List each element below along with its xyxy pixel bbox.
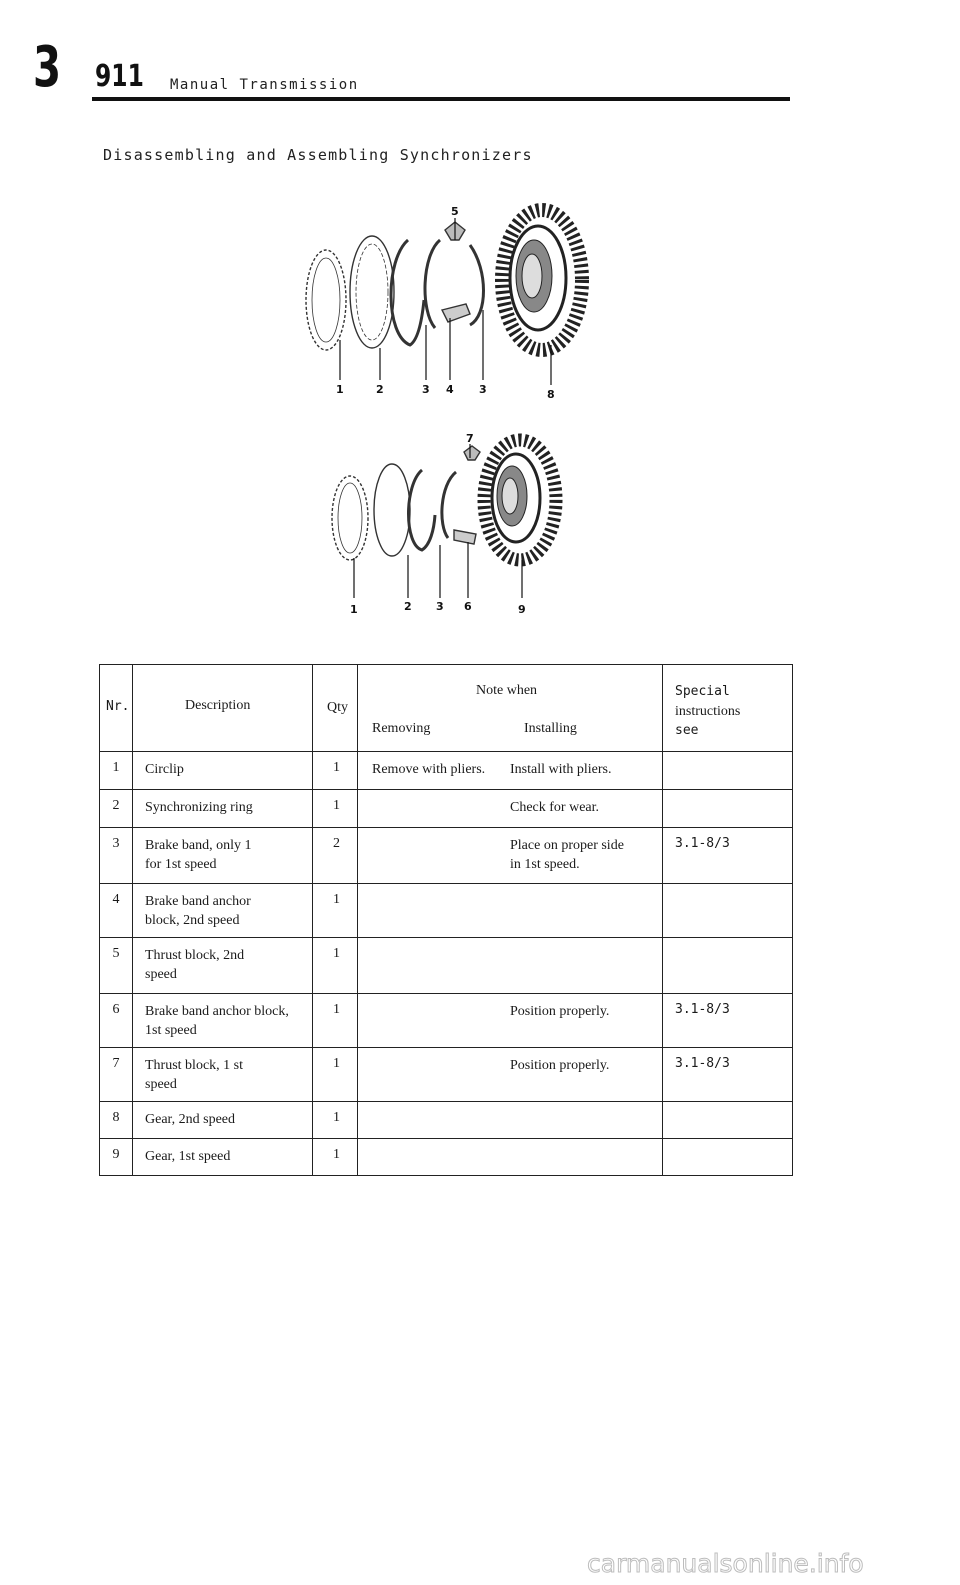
cell-nr: 6 bbox=[100, 994, 133, 1048]
cell-qty: 1 bbox=[313, 790, 358, 828]
synchronizer-2nd-speed-illustration bbox=[290, 200, 610, 410]
cell-qty: 1 bbox=[313, 752, 358, 790]
parts-table bbox=[99, 664, 793, 1176]
callout-3b: 3 bbox=[479, 383, 487, 396]
cell-special bbox=[663, 1139, 793, 1176]
callout-4: 4 bbox=[446, 383, 454, 396]
table-header-row bbox=[100, 665, 793, 752]
cell-note bbox=[358, 1139, 663, 1176]
section-title: Manual Transmission bbox=[170, 77, 359, 93]
cell-special bbox=[663, 790, 793, 828]
cell-special bbox=[663, 938, 793, 994]
cell-note: Position properly. bbox=[358, 994, 663, 1048]
cell-description: Circlip bbox=[133, 752, 313, 790]
callout-1: 1 bbox=[336, 383, 344, 396]
cell-special: 3.1-8/3 bbox=[663, 1048, 793, 1102]
table-row-7 bbox=[100, 1048, 793, 1102]
table-row-8 bbox=[100, 1102, 793, 1139]
callout-1-lower: 1 bbox=[350, 603, 358, 616]
callout-2: 2 bbox=[376, 383, 384, 396]
callout-8: 8 bbox=[547, 388, 555, 401]
cell-qty: 1 bbox=[313, 994, 358, 1048]
cell-nr: 9 bbox=[100, 1139, 133, 1176]
header-special-instructions: Special instructions see bbox=[663, 665, 793, 752]
cell-description: Gear, 1st speed bbox=[133, 1139, 313, 1176]
callout-5: 5 bbox=[451, 205, 459, 218]
cell-nr: 1 bbox=[100, 752, 133, 790]
model-number: 911 bbox=[95, 59, 144, 94]
cell-description: Brake band anchor block, 1st speed bbox=[133, 994, 313, 1048]
cell-description: Brake band, only 1 for 1st speed bbox=[133, 828, 313, 884]
cell-special bbox=[663, 752, 793, 790]
table-row-6 bbox=[100, 994, 793, 1048]
cell-description: Gear, 2nd speed bbox=[133, 1102, 313, 1139]
cell-nr: 3 bbox=[100, 828, 133, 884]
header-qty: Qty bbox=[313, 665, 358, 752]
cell-note: Check for wear. bbox=[358, 790, 663, 828]
callout-7: 7 bbox=[466, 432, 474, 445]
watermark-logo bbox=[585, 1545, 955, 1581]
table-row-9 bbox=[100, 1139, 793, 1176]
callout-3: 3 bbox=[422, 383, 430, 396]
cell-qty: 1 bbox=[313, 938, 358, 994]
cell-description: Thrust block, 2nd speed bbox=[133, 938, 313, 994]
callout-6: 6 bbox=[464, 600, 472, 613]
cell-description: Thrust block, 1 st speed bbox=[133, 1048, 313, 1102]
cell-description: Brake band anchor block, 2nd speed bbox=[133, 884, 313, 938]
cell-special bbox=[663, 884, 793, 938]
page-title: Disassembling and Assembling Synchronizers bbox=[103, 146, 533, 164]
cell-qty: 1 bbox=[313, 1102, 358, 1139]
header-note-when: Note when Removing Installing bbox=[358, 665, 663, 752]
callout-9: 9 bbox=[518, 603, 526, 616]
cell-nr: 8 bbox=[100, 1102, 133, 1139]
svg-text:carmanualsonline.info: carmanualsonline.info bbox=[587, 1549, 864, 1578]
header-rule bbox=[92, 97, 790, 101]
synchronizer-1st-speed-illustration bbox=[320, 430, 580, 620]
table-row-5 bbox=[100, 938, 793, 994]
cell-note bbox=[358, 884, 663, 938]
cell-note bbox=[358, 938, 663, 994]
cell-special: 3.1-8/3 bbox=[663, 828, 793, 884]
cell-note bbox=[358, 1102, 663, 1139]
cell-nr: 7 bbox=[100, 1048, 133, 1102]
table-row-4 bbox=[100, 884, 793, 938]
cell-special: 3.1-8/3 bbox=[663, 994, 793, 1048]
header-removing: Removing bbox=[372, 721, 431, 736]
cell-qty: 1 bbox=[313, 884, 358, 938]
cell-description: Synchronizing ring bbox=[133, 790, 313, 828]
cell-note: Remove with pliers. Install with pliers. bbox=[358, 752, 663, 790]
table-row-3 bbox=[100, 828, 793, 884]
cell-qty: 1 bbox=[313, 1139, 358, 1176]
cell-note: Position properly. bbox=[358, 1048, 663, 1102]
cell-qty: 2 bbox=[313, 828, 358, 884]
cell-special bbox=[663, 1102, 793, 1139]
header-description: Description bbox=[133, 665, 313, 752]
cell-qty: 1 bbox=[313, 1048, 358, 1102]
chapter-number: 3 bbox=[33, 35, 62, 100]
cell-nr: 2 bbox=[100, 790, 133, 828]
header-installing: Installing bbox=[524, 721, 577, 736]
table-row-2 bbox=[100, 790, 793, 828]
table-row-1 bbox=[100, 752, 793, 790]
cell-nr: 5 bbox=[100, 938, 133, 994]
cell-note: Place on proper side in 1st speed. bbox=[358, 828, 663, 884]
header-nr: Nr. bbox=[100, 665, 133, 752]
callout-3-lower: 3 bbox=[436, 600, 444, 613]
cell-nr: 4 bbox=[100, 884, 133, 938]
callout-2-lower: 2 bbox=[404, 600, 412, 613]
